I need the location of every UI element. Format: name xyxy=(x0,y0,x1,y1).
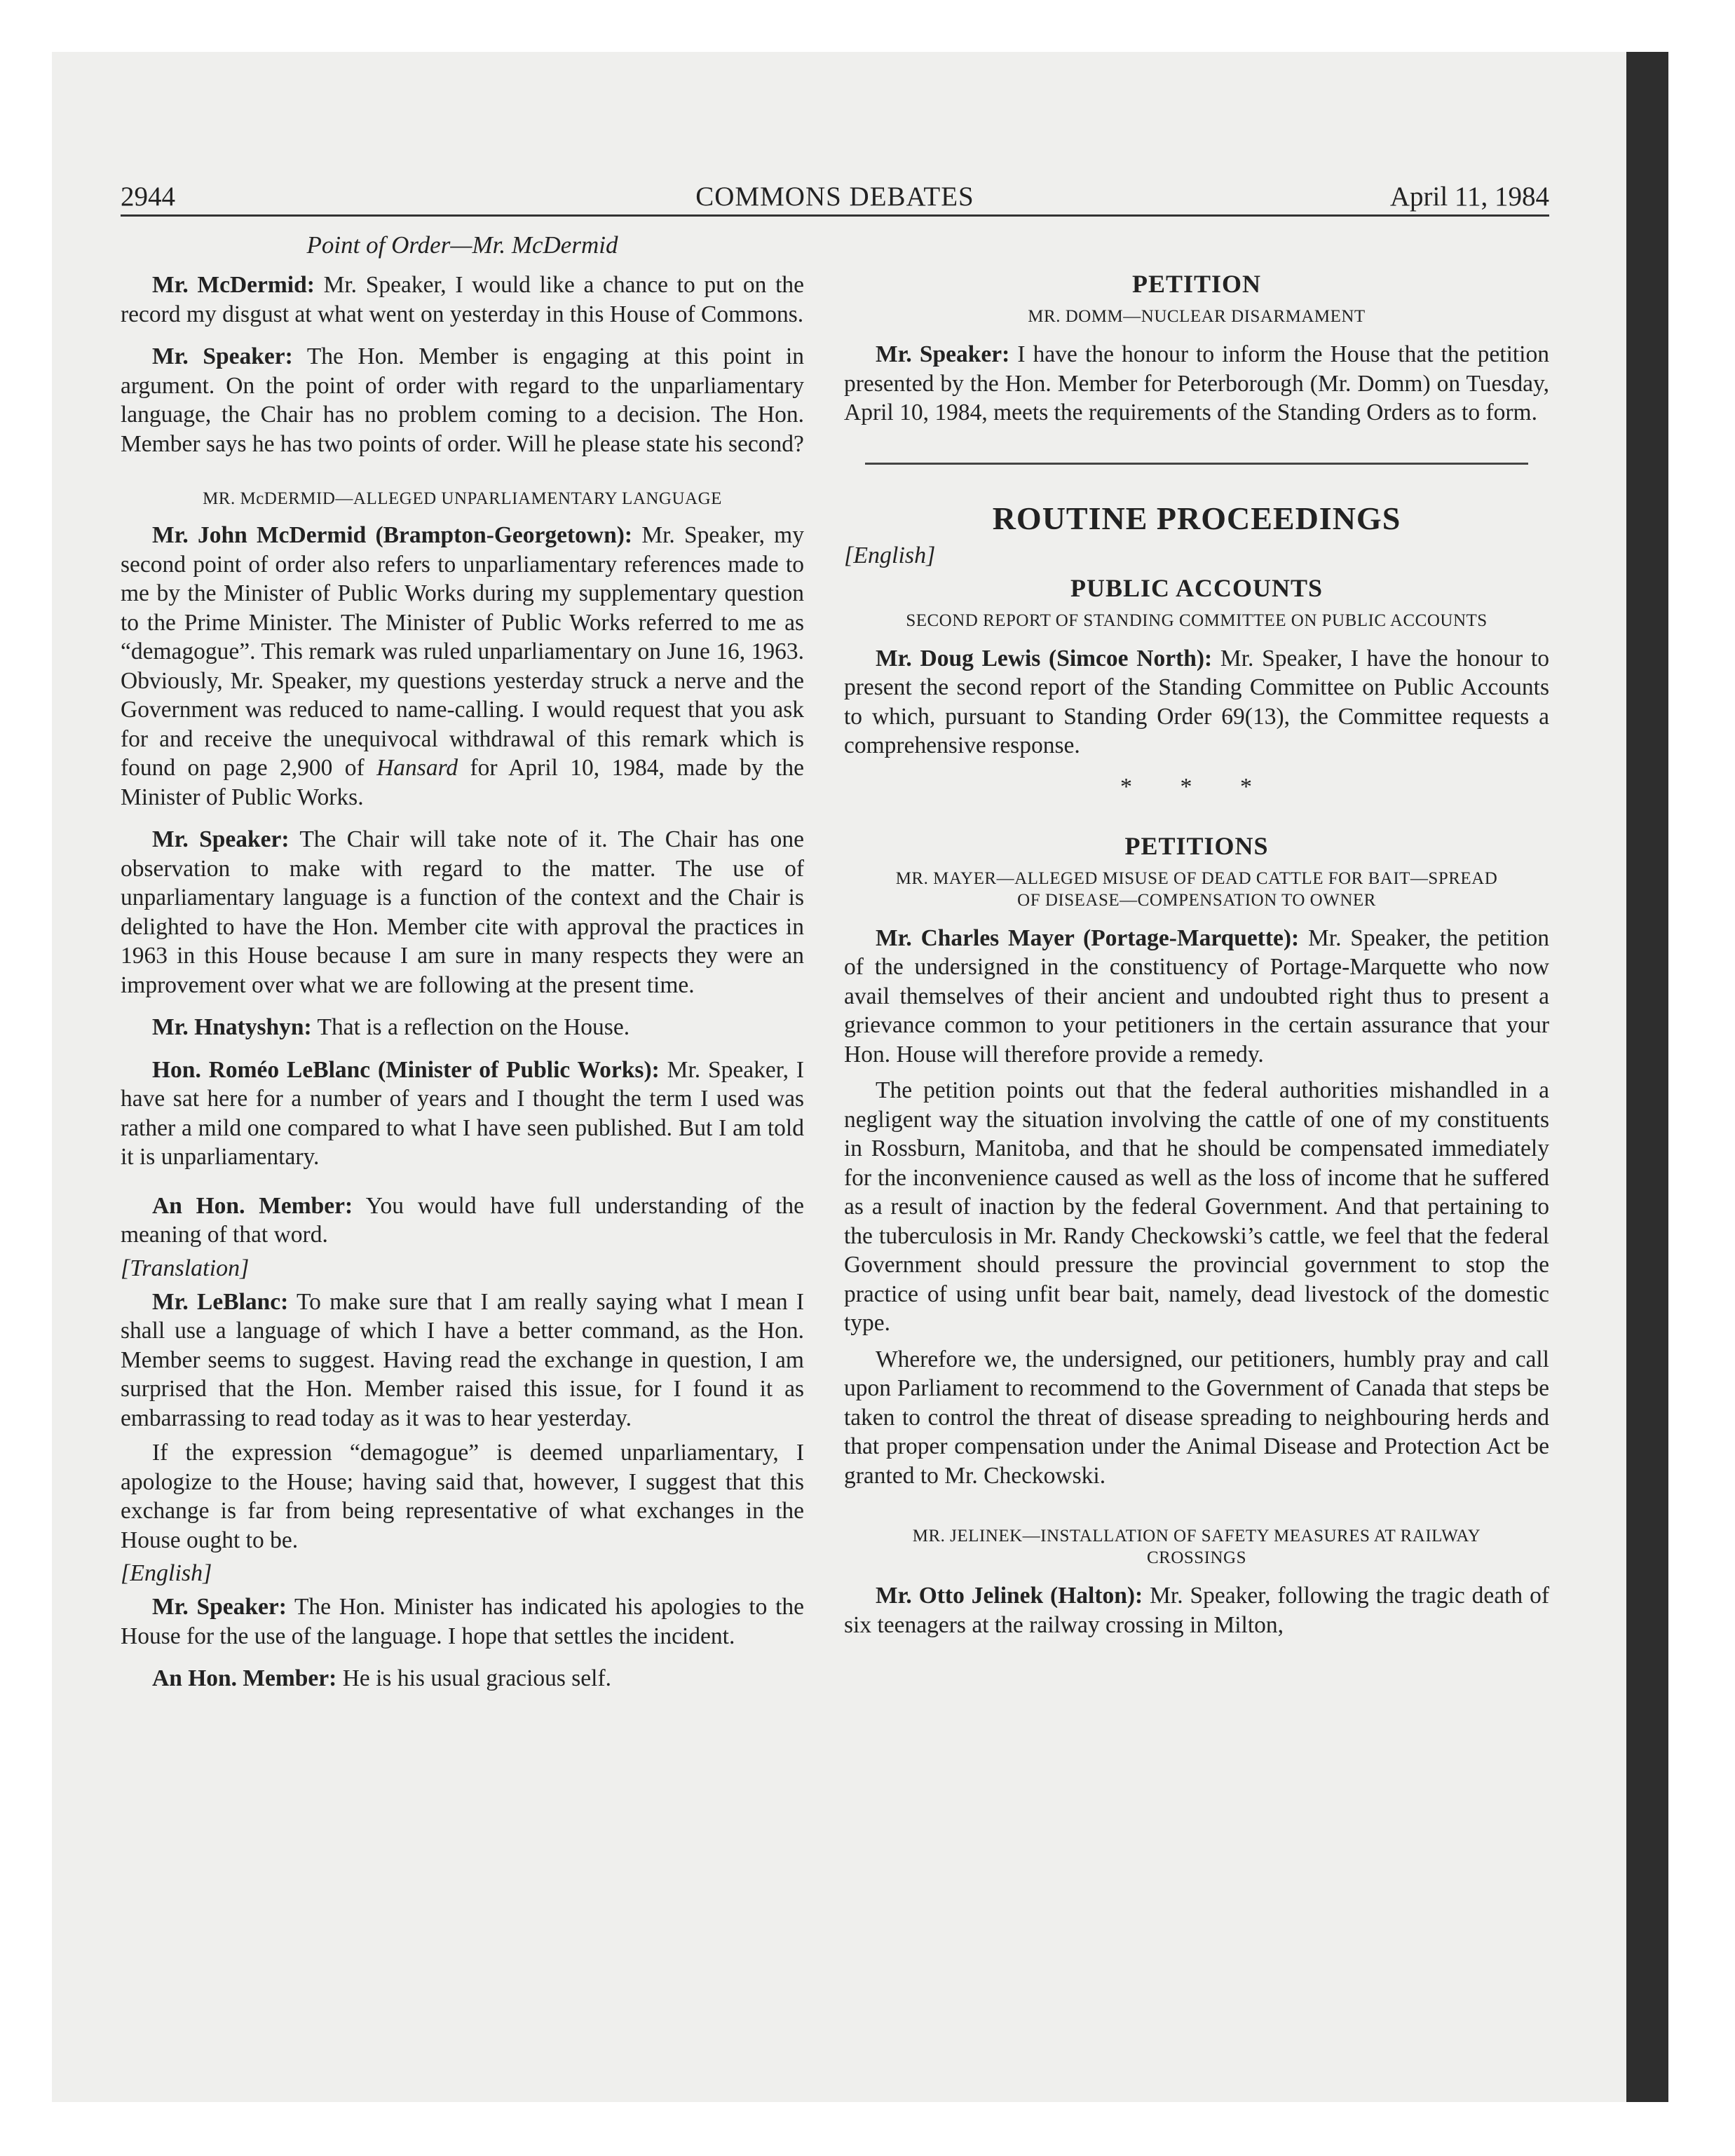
topic-heading: MR. McDERMID—ALLEGED UNPARLIAMENTARY LANGUAGE xyxy=(203,489,722,508)
speaker-name: An Hon. Member: xyxy=(152,1192,353,1219)
paragraph: Mr. LeBlanc: To make sure that I am really saying what I mean I shall use a language of which I have a better command, as the Hon. Member seems to suggest. Having read the exchange in question, I am surprised that the Hon. Member raised this issue, for I found it as embarrassing to read today as it was to hear yesterday. xyxy=(121,1288,804,1431)
section-subheading: Point of Order—Mr. McDermid xyxy=(306,231,618,259)
speaker-name: An Hon. Member: xyxy=(152,1665,337,1691)
paragraph: Mr. Hnatyshyn: That is a reflection on the House. xyxy=(152,1014,630,1040)
paragraph: Mr. McDermid: Mr. Speaker, I would like a chance to put on the record my disgust at what went on yesterday in this House of Commons. xyxy=(121,272,804,327)
paragraph: Wherefore we, the undersigned, our petitioners, humbly pray and call upon Parliament to recommend to the Government of Canada that steps be taken to control the threat of disease spreading to neighbouring herds and that proper compensation under the Animal Disease and Protection Act be granted to Mr. Checkowski. xyxy=(844,1346,1549,1489)
major-heading: ROUTINE PROCEEDINGS xyxy=(992,500,1401,536)
section-heading: PUBLIC ACCOUNTS xyxy=(1070,573,1324,602)
language-marker: [English] xyxy=(121,1560,212,1586)
header-rule xyxy=(121,214,1549,217)
paragraph: An Hon. Member: He is his usual gracious self. xyxy=(152,1665,612,1691)
paragraph: Mr. Speaker: The Chair will take note of it. The Chair has one observation to make with regard to the matter. The use of unparliamentary language is a function of the context and the Chair is delighted to have the Hon. Member cite with approval the practices in 1963 in this House because I am sure in many respects they were an improvement over what we are following at the present time. xyxy=(121,826,805,998)
paragraph: Mr. Speaker: I have the honour to inform the House that the petition presented by the Hon. Member for Peterborough (Mr. Domm) on Tuesday, April 10, 1984, meets the requirements of the Standing Orders as to form. xyxy=(844,341,1549,425)
topic-heading: MR. JELINEK—INSTALLATION OF SAFETY MEASURES AT RAILWAY CROSSINGS xyxy=(912,1527,1481,1567)
section-separator: * * * xyxy=(1120,773,1273,800)
section-heading: PETITIONS xyxy=(1124,831,1269,860)
paragraph: Mr. Speaker: The Hon. Member is engaging at this point in argument. On the point of order with regard to the unparliamentary language, the Chair has no problem coming to a decision. The Hon. Member says he has two points of order. Will he please state his second? xyxy=(121,343,804,457)
speaker-name: Mr. LeBlanc: xyxy=(152,1288,289,1315)
speaker-name: Mr. Doug Lewis (Simcoe North): xyxy=(876,645,1213,671)
speaker-name: Mr. Hnatyshyn: xyxy=(152,1014,312,1040)
topic-heading: MR. MAYER—ALLEGED MISUSE OF DEAD CATTLE FOR BAIT—SPREAD OF DISEASE—COMPENSATION TO OWNER xyxy=(895,868,1498,910)
paragraph: An Hon. Member: You would have full understanding of the meaning of that word. xyxy=(121,1192,804,1248)
speaker-name: Mr. Speaker: xyxy=(152,826,290,852)
speaker-name: Mr. Speaker: xyxy=(876,341,1010,367)
section-heading: PETITION xyxy=(1131,270,1262,298)
speaker-name: Mr. McDermid: xyxy=(152,272,315,298)
paragraph: Hon. Roméo LeBlanc (Minister of Public Works): Mr. Speaker, I have sat here for a number of years and I thought the term I used was rather a mild one compared to what I have seen published. But I am told it is unparliamentary. xyxy=(121,1056,804,1170)
paragraph: The petition points out that the federal authorities mishandled in a negligent way the situation involving the cattle of one of my constituents in Rossburn, Manitoba, and that he should be compensated immediately for the inconvenience caused as well as the loss of income that he suffered as a result of inaction by the federal Government. And that pertaining to the tuberculosis in Mr. Randy Checkowski’s cattle, we feel that the federal Government should pressure the provincial government to stop the practice of using unfit bear bait, namely, dead livestock of the domestic type. xyxy=(844,1077,1549,1336)
scan-edge-shadow xyxy=(1626,52,1668,2102)
speaker-name: Mr. John McDermid (Brampton-Georgetown): xyxy=(152,522,633,548)
speaker-name: Hon. Roméo LeBlanc (Minister of Public Works): xyxy=(152,1056,660,1083)
speaker-name: Mr. Speaker: xyxy=(152,1594,287,1620)
page-number: 2944 xyxy=(121,182,175,212)
right-column xyxy=(844,231,1549,1653)
hansard-reference: Hansard xyxy=(376,755,458,781)
paragraph: Mr. Charles Mayer (Portage-Marquette): Mr. Speaker, the petition of the undersigned in the constituency of Portage-Marquette who now avail themselves of their ancient and undoubted right thus to present a grievance common to your petitioners in the certain assurance that your Hon. House will therefore provide a remedy. xyxy=(844,925,1550,1067)
section-divider xyxy=(865,463,1528,465)
paragraph: Mr. John McDermid (Brampton-Georgetown): Mr. Speaker, my second point of order also refers to unparliamentary references made to me by the Minister of Public Works during my supplementary question to the Prime Minister. The Minister of Public Works referred to me as “demagogue”. This remark was ruled unparliamentary on June 16, 1963. Obviously, Mr. Speaker, my questions yesterday struck a nerve and the Government was reduced to name-calling. I would request that you ask for and receive the unequivocal withdrawal of this remark which is found on page 2,900 of Hansard for April 10, 1984, made by the Minister of Public Works. xyxy=(121,522,804,810)
paragraph: If the expression “demagogue” is deemed unparliamentary, I apologize to the House; having said that, however, I suggest that this exchange is far from being representative of what exchanges in the House ought to be. xyxy=(121,1440,804,1553)
speaker-name: Mr. Charles Mayer (Portage-Marquette): xyxy=(876,925,1300,951)
running-head xyxy=(121,181,1549,216)
paragraph: Mr. Speaker: The Hon. Minister has indicated his apologies to the House for the use of the language. I hope that settles the incident. xyxy=(121,1594,805,1649)
speaker-name: Mr. Speaker: xyxy=(152,343,293,369)
paragraph: Mr. Doug Lewis (Simcoe North): Mr. Speaker, I have the honour to present the second report of the Standing Committee on Public Accounts to which, pursuant to Standing Order 69(13), the Committee requests a comprehensive response. xyxy=(844,645,1549,758)
issue-date: April 11, 1984 xyxy=(1389,182,1549,212)
topic-heading: MR. DOMM—NUCLEAR DISARMAMENT xyxy=(1028,307,1366,326)
paragraph: Mr. Otto Jelinek (Halton): Mr. Speaker, following the tragic death of six teenagers at the railway crossing in Milton, xyxy=(844,1583,1549,1638)
left-column xyxy=(121,231,804,1707)
topic-heading: SECOND REPORT OF STANDING COMMITTEE ON PUBLIC ACCOUNTS xyxy=(906,610,1488,630)
language-marker: [English] xyxy=(844,542,936,568)
language-marker: [Translation] xyxy=(121,1255,250,1281)
journal-title: COMMONS DEBATES xyxy=(695,182,974,212)
speaker-name: Mr. Otto Jelinek (Halton): xyxy=(876,1583,1143,1609)
